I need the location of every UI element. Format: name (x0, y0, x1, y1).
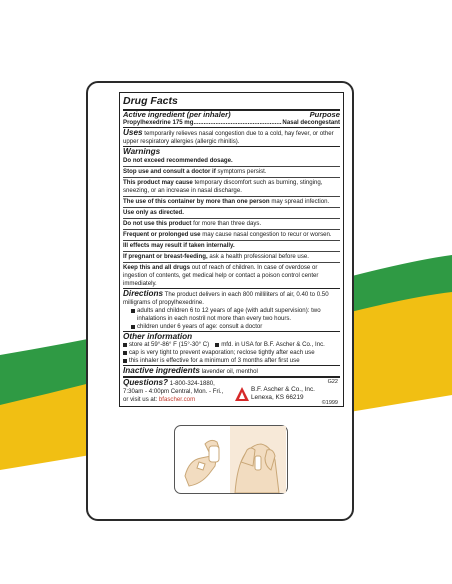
uses-heading: Uses (123, 128, 143, 138)
warning-text: ask a health professional before use. (207, 252, 309, 260)
bullet-square-icon (123, 343, 127, 347)
bullet-square-icon (123, 359, 127, 363)
warning-text: symptoms persist. (215, 168, 267, 176)
uses-section (123, 128, 340, 147)
warning-text: out of reach of children. In case of overdose or ingestion of contents, get medical help or contact a poison control center immediately. (123, 263, 319, 287)
directions-bullet (123, 307, 340, 323)
ingredient-purpose: Nasal decongestant (282, 119, 340, 127)
inactive-text: lavender oil, menthol (201, 368, 258, 376)
drug-facts-panel (119, 92, 344, 407)
other-info-text: store at 59°-86° F (15°-30° C) (129, 341, 210, 349)
bullet-text: children under 6 years of age: consult a doctor (137, 323, 263, 331)
warning-line (123, 230, 340, 241)
phone-number: 1-800-324-1880, (169, 380, 215, 388)
copyright: ©1999 (321, 400, 338, 407)
warning-line (123, 197, 340, 208)
warning-bold: Do not use this product (123, 219, 192, 227)
warnings-section (123, 147, 340, 289)
questions-heading: Questions? (123, 378, 169, 388)
ascher-logo-icon (235, 387, 249, 401)
warning-line (123, 263, 340, 289)
other-info-row (123, 341, 340, 349)
usage-illustration-box (174, 425, 288, 494)
inhaler-usage-illustration (175, 426, 287, 493)
company-city: Lenexa, KS 66219 (251, 393, 304, 401)
bullet-square-icon (123, 351, 127, 355)
warning-line (123, 219, 340, 230)
website-link[interactable]: bfascher.com (158, 396, 196, 403)
active-ingredient-header: Active ingredient (per inhaler) (123, 109, 231, 119)
other-info-section (123, 332, 340, 366)
active-ingredient-section (123, 111, 340, 129)
other-info-text: this inhaler is effective for a minimum of 3 months after first use (129, 357, 300, 365)
warning-bold: Keep this and all drugs (123, 263, 191, 271)
ingredient-name: Propylhexedrine 175 mg (123, 119, 194, 127)
warning-bold: If pregnant or breast-feeding, (123, 252, 208, 260)
warning-line: Use only as directed. (123, 208, 340, 219)
warning-text: for more than three days. (191, 219, 262, 227)
warning-bold: The use of this container by more than one person (123, 198, 270, 206)
purpose-header: Purpose (309, 109, 340, 119)
warning-bold: Frequent or prolonged use (123, 230, 201, 238)
warning-bold: This product may cause (123, 179, 193, 187)
warning-line (123, 252, 340, 263)
warning-line: Ill effects may result if taken internally. (123, 241, 340, 252)
warning-line: Do not exceed recommended dosage. (123, 156, 340, 167)
warning-line (123, 167, 340, 178)
visit-text: or visit us at: (123, 396, 158, 403)
directions-bullet (123, 323, 340, 331)
warning-text: may spread infection. (269, 198, 330, 206)
warning-bold: Stop use and consult a doctor if (123, 168, 216, 176)
questions-section (123, 378, 340, 407)
inactive-heading: Inactive ingredients (123, 366, 200, 376)
bullet-square-icon (131, 309, 135, 313)
hours-text: 7:30am - 4:00pm Central, Mon. - Fri., (123, 388, 224, 396)
other-info-heading: Other information (123, 332, 193, 342)
bullet-text: adults and children 6 to 12 years of age (with adult supervision): two inhalations in each nostril not more than every two hours. (137, 307, 321, 323)
bullet-square-icon (215, 343, 219, 347)
warning-text: temporary discomfort such as burning, stinging, sneezing, or an increase in nasal discharge. (123, 179, 323, 195)
other-info-text: cap is very tight to prevent evaporation; reclose tightly after each use (129, 349, 315, 357)
other-info-text: mfd. in USA for B.F. Ascher & Co., Inc. (221, 341, 325, 349)
uses-text: temporarily relieves nasal congestion due to a cold, hay fever, or other upper respiratory allergies (allergic rhinitis). (123, 130, 334, 146)
warning-line (123, 178, 340, 197)
ingredient-row (123, 119, 340, 127)
company-name: B.F. Ascher & Co., Inc. (251, 386, 315, 394)
warnings-heading: Warnings (123, 147, 161, 157)
directions-text: The product delivers in each 800 milliliters of air, 0.40 to 0.50 milligrams of propylhexedrine. (123, 291, 329, 307)
other-info-row (123, 357, 340, 365)
directions-heading: Directions (123, 289, 164, 299)
directions-section (123, 289, 340, 332)
lot-code: G22 (327, 379, 338, 386)
bullet-square-icon (131, 325, 135, 329)
other-info-row (123, 349, 340, 357)
drug-facts-title: Drug Facts (123, 96, 340, 111)
warning-text: may cause nasal congestion to recur or worsen. (200, 230, 332, 238)
inactive-section (123, 366, 340, 378)
